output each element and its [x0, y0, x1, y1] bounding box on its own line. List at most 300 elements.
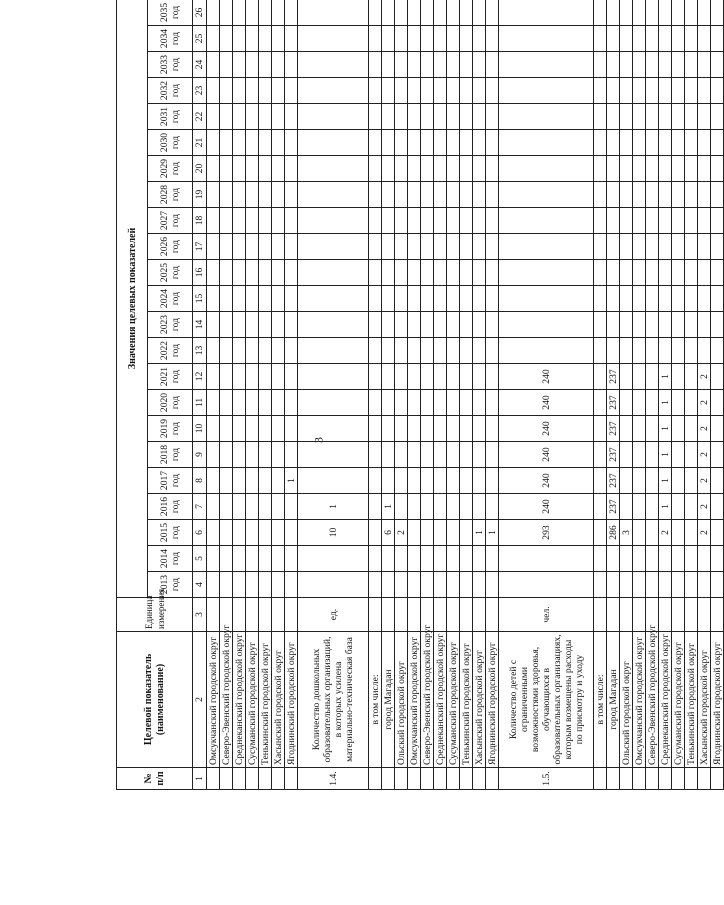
value-cell — [620, 234, 633, 260]
value-cell: 2 — [698, 494, 711, 520]
value-cell — [711, 546, 724, 572]
value-cell — [711, 208, 724, 234]
indicator-name: город Магадан — [607, 632, 620, 768]
value-cell — [646, 156, 659, 182]
unit-cell — [473, 598, 486, 632]
value-cell — [408, 156, 421, 182]
value-cell — [447, 468, 460, 494]
value-cell — [233, 468, 246, 494]
value-cell — [207, 52, 220, 78]
value-cell — [246, 364, 259, 390]
value-cell — [594, 78, 607, 104]
value-cell — [594, 0, 607, 26]
value-cell — [395, 130, 408, 156]
value-cell — [395, 286, 408, 312]
value-cell — [486, 364, 499, 390]
value-cell — [698, 338, 711, 364]
value-cell — [246, 468, 259, 494]
value-cell — [685, 0, 698, 26]
value-cell — [698, 0, 711, 26]
header-column-number: 10 — [193, 416, 207, 442]
header-year: 2028 год — [148, 182, 193, 208]
value-cell — [246, 520, 259, 546]
value-cell — [659, 0, 672, 26]
table-row — [646, 0, 659, 790]
header-column-number: 3 — [193, 598, 207, 632]
value-cell — [594, 104, 607, 130]
value-cell — [272, 182, 285, 208]
indicator-name: Среднеканский городской округ — [434, 632, 447, 768]
header-year: 2020 год — [148, 390, 193, 416]
value-cell — [594, 364, 607, 390]
value-cell — [711, 416, 724, 442]
value-cell — [259, 104, 272, 130]
value-cell — [594, 260, 607, 286]
value-cell — [672, 52, 685, 78]
value-cell: 1 — [659, 442, 672, 468]
header-column-number: 11 — [193, 390, 207, 416]
value-cell — [607, 52, 620, 78]
value-cell — [659, 104, 672, 130]
value-cell — [259, 286, 272, 312]
value-cell — [685, 52, 698, 78]
value-cell — [434, 312, 447, 338]
value-cell — [233, 312, 246, 338]
value-cell — [434, 208, 447, 234]
value-cell — [460, 546, 473, 572]
value-cell — [298, 546, 369, 572]
value-cell — [207, 104, 220, 130]
value-cell — [594, 26, 607, 52]
value-cell — [499, 104, 594, 130]
value-cell — [233, 260, 246, 286]
value-cell — [633, 52, 646, 78]
indicator-name: Ольский городской округ — [620, 632, 633, 768]
value-cell — [285, 52, 298, 78]
row-number — [272, 768, 285, 790]
value-cell — [272, 234, 285, 260]
value-cell — [408, 104, 421, 130]
value-cell — [486, 182, 499, 208]
value-cell: 2 — [698, 442, 711, 468]
value-cell — [259, 442, 272, 468]
value-cell — [473, 78, 486, 104]
value-cell: 240 — [499, 442, 594, 468]
value-cell — [620, 78, 633, 104]
value-cell — [207, 0, 220, 26]
value-cell: 1 — [659, 416, 672, 442]
value-cell — [659, 572, 672, 598]
row-number: 1.4. — [298, 768, 369, 790]
value-cell — [659, 130, 672, 156]
value-cell — [233, 442, 246, 468]
value-cell — [369, 26, 382, 52]
value-cell — [408, 546, 421, 572]
indicator-name: в том числе: — [594, 632, 607, 768]
unit-cell — [711, 598, 724, 632]
value-cell — [395, 338, 408, 364]
header-column-number: 2 — [193, 632, 207, 768]
value-cell — [421, 364, 434, 390]
value-cell — [285, 286, 298, 312]
value-cell — [594, 338, 607, 364]
value-cell — [473, 312, 486, 338]
value-cell — [486, 130, 499, 156]
value-cell — [233, 234, 246, 260]
table-row — [220, 0, 233, 790]
value-cell — [711, 520, 724, 546]
value-cell — [298, 312, 369, 338]
header-year: 2029 год — [148, 156, 193, 182]
value-cell — [633, 312, 646, 338]
value-cell — [421, 468, 434, 494]
rotated-table-wrapper — [116, 0, 723, 790]
table-row — [382, 0, 395, 790]
value-cell — [207, 572, 220, 598]
value-cell — [607, 104, 620, 130]
value-cell — [220, 312, 233, 338]
value-cell: 237 — [607, 494, 620, 520]
value-cell — [408, 182, 421, 208]
value-cell — [259, 260, 272, 286]
indicator-name: Хасынский городской округ — [473, 632, 486, 768]
value-cell — [246, 416, 259, 442]
value-cell — [698, 130, 711, 156]
value-cell: 1 — [659, 468, 672, 494]
value-cell — [698, 312, 711, 338]
header-column-number: 24 — [193, 52, 207, 78]
value-cell — [272, 260, 285, 286]
value-cell — [382, 104, 395, 130]
header-column-number: 15 — [193, 286, 207, 312]
value-cell — [207, 208, 220, 234]
value-cell — [672, 546, 685, 572]
value-cell: 2 — [395, 520, 408, 546]
value-cell — [698, 156, 711, 182]
value-cell — [220, 208, 233, 234]
value-cell — [298, 468, 369, 494]
value-cell — [486, 468, 499, 494]
value-cell — [672, 468, 685, 494]
value-cell — [285, 442, 298, 468]
table-row — [447, 0, 460, 790]
value-cell — [207, 234, 220, 260]
value-cell — [220, 0, 233, 26]
value-cell — [272, 338, 285, 364]
value-cell — [207, 416, 220, 442]
value-cell — [633, 546, 646, 572]
value-cell — [499, 130, 594, 156]
value-cell — [685, 442, 698, 468]
value-cell — [246, 312, 259, 338]
value-cell — [633, 130, 646, 156]
value-cell — [259, 182, 272, 208]
header-column-number: 23 — [193, 78, 207, 104]
table-body — [207, 0, 724, 790]
value-cell — [272, 52, 285, 78]
value-cell — [285, 234, 298, 260]
value-cell — [620, 104, 633, 130]
value-cell — [646, 260, 659, 286]
value-cell — [447, 520, 460, 546]
value-cell — [646, 546, 659, 572]
value-cell — [233, 78, 246, 104]
value-cell — [369, 286, 382, 312]
value-cell — [447, 338, 460, 364]
value-cell — [421, 52, 434, 78]
value-cell — [607, 546, 620, 572]
value-cell — [473, 442, 486, 468]
value-cell — [246, 182, 259, 208]
value-cell — [408, 208, 421, 234]
value-cell — [207, 364, 220, 390]
value-cell — [594, 546, 607, 572]
unit-cell — [594, 598, 607, 632]
value-cell — [285, 0, 298, 26]
value-cell — [272, 364, 285, 390]
header-unit: Единица измерения — [117, 598, 193, 632]
value-cell — [646, 442, 659, 468]
value-cell — [486, 546, 499, 572]
value-cell — [447, 572, 460, 598]
value-cell — [685, 104, 698, 130]
value-cell — [460, 260, 473, 286]
value-cell — [711, 338, 724, 364]
value-cell — [620, 442, 633, 468]
header-column-number: 6 — [193, 520, 207, 546]
value-cell — [447, 312, 460, 338]
indicator-name: Сусуманский городской округ — [672, 632, 685, 768]
row-number — [285, 768, 298, 790]
value-cell — [594, 494, 607, 520]
value-cell — [486, 416, 499, 442]
value-cell — [207, 312, 220, 338]
value-cell — [259, 468, 272, 494]
header-year: 2023 год — [148, 312, 193, 338]
value-cell — [486, 208, 499, 234]
value-cell — [672, 78, 685, 104]
value-cell — [698, 104, 711, 130]
value-cell — [685, 338, 698, 364]
value-cell — [395, 546, 408, 572]
value-cell — [421, 494, 434, 520]
unit-cell — [659, 598, 672, 632]
header-year: 2016 год — [148, 494, 193, 520]
value-cell — [285, 26, 298, 52]
value-cell — [499, 26, 594, 52]
value-cell — [473, 364, 486, 390]
header-column-number: 16 — [193, 260, 207, 286]
value-cell — [369, 156, 382, 182]
value-cell — [499, 338, 594, 364]
value-cell — [447, 546, 460, 572]
header-row-groups — [117, 0, 148, 790]
value-cell — [486, 390, 499, 416]
value-cell — [285, 130, 298, 156]
unit-cell — [633, 598, 646, 632]
value-cell — [685, 26, 698, 52]
value-cell — [460, 234, 473, 260]
value-cell — [246, 442, 259, 468]
value-cell — [460, 208, 473, 234]
value-cell — [207, 390, 220, 416]
value-cell — [672, 104, 685, 130]
row-number — [685, 768, 698, 790]
value-cell — [369, 234, 382, 260]
value-cell — [369, 0, 382, 26]
value-cell — [659, 182, 672, 208]
value-cell — [408, 52, 421, 78]
indicator-name: Количество дошкольных образовательных организаций, в которых усилена материально-техническая база — [298, 632, 369, 768]
header-column-number: 8 — [193, 468, 207, 494]
value-cell — [285, 260, 298, 286]
value-cell — [298, 26, 369, 52]
value-cell — [421, 390, 434, 416]
value-cell — [460, 494, 473, 520]
value-cell — [408, 234, 421, 260]
value-cell — [607, 260, 620, 286]
unit-cell: ед. — [298, 598, 369, 632]
value-cell — [646, 52, 659, 78]
value-cell — [460, 52, 473, 78]
value-cell — [698, 182, 711, 208]
value-cell — [486, 442, 499, 468]
value-cell: 2 — [659, 520, 672, 546]
value-cell — [421, 130, 434, 156]
value-cell — [633, 286, 646, 312]
value-cell — [233, 26, 246, 52]
value-cell — [382, 286, 395, 312]
value-cell — [369, 494, 382, 520]
value-cell — [434, 286, 447, 312]
row-number — [672, 768, 685, 790]
value-cell: 240 — [499, 390, 594, 416]
value-cell — [285, 78, 298, 104]
value-cell — [285, 546, 298, 572]
header-column-number: 22 — [193, 104, 207, 130]
value-cell: 2 — [698, 468, 711, 494]
value-cell — [633, 208, 646, 234]
value-cell — [607, 286, 620, 312]
value-cell — [408, 416, 421, 442]
value-cell — [408, 26, 421, 52]
value-cell — [594, 130, 607, 156]
value-cell — [408, 572, 421, 598]
header-indicator: Целевой показатель (наименование) — [117, 632, 193, 768]
value-cell: 240 — [499, 416, 594, 442]
header-values-group: Значения целевых показателей — [117, 0, 148, 598]
indicator-name: Ягоднинский городской округ — [711, 632, 724, 768]
value-cell — [382, 234, 395, 260]
value-cell — [382, 390, 395, 416]
value-cell — [620, 260, 633, 286]
header-year: 2030 год — [148, 130, 193, 156]
value-cell — [646, 494, 659, 520]
value-cell — [285, 208, 298, 234]
value-cell — [382, 416, 395, 442]
value-cell — [408, 494, 421, 520]
value-cell — [672, 416, 685, 442]
value-cell — [233, 390, 246, 416]
value-cell — [434, 416, 447, 442]
value-cell — [685, 468, 698, 494]
value-cell — [499, 312, 594, 338]
value-cell — [434, 390, 447, 416]
value-cell — [246, 78, 259, 104]
unit-cell — [285, 598, 298, 632]
value-cell — [434, 0, 447, 26]
value-cell — [272, 104, 285, 130]
indicator-name: Северо-Эвенский городской округ — [421, 632, 434, 768]
value-cell — [620, 416, 633, 442]
value-cell — [447, 494, 460, 520]
header-column-number: 4 — [193, 572, 207, 598]
value-cell — [473, 468, 486, 494]
header-year: 2035 год — [148, 0, 193, 26]
indicator-name: Сусуманский городской округ — [246, 632, 259, 768]
value-cell — [447, 442, 460, 468]
value-cell — [473, 234, 486, 260]
value-cell — [685, 156, 698, 182]
value-cell — [285, 182, 298, 208]
value-cell — [486, 234, 499, 260]
header-column-number: 18 — [193, 208, 207, 234]
value-cell — [220, 338, 233, 364]
value-cell: 1 — [298, 494, 369, 520]
row-number — [659, 768, 672, 790]
row-number — [395, 768, 408, 790]
value-cell — [711, 312, 724, 338]
value-cell — [499, 260, 594, 286]
table-row — [395, 0, 408, 790]
value-cell — [685, 286, 698, 312]
value-cell — [298, 338, 369, 364]
value-cell: 1 — [473, 520, 486, 546]
value-cell — [646, 104, 659, 130]
value-cell — [272, 468, 285, 494]
value-cell — [685, 312, 698, 338]
value-cell — [369, 442, 382, 468]
header-year: 2025 год — [148, 260, 193, 286]
value-cell — [473, 494, 486, 520]
value-cell — [421, 286, 434, 312]
value-cell — [285, 572, 298, 598]
row-number — [259, 768, 272, 790]
table-row — [711, 0, 724, 790]
value-cell — [259, 416, 272, 442]
value-cell — [246, 494, 259, 520]
value-cell — [369, 208, 382, 234]
value-cell — [395, 208, 408, 234]
value-cell — [369, 182, 382, 208]
value-cell — [395, 0, 408, 26]
value-cell — [369, 390, 382, 416]
value-cell — [246, 156, 259, 182]
value-cell — [594, 286, 607, 312]
value-cell — [672, 338, 685, 364]
value-cell — [298, 260, 369, 286]
value-cell — [434, 52, 447, 78]
value-cell — [434, 468, 447, 494]
value-cell — [285, 390, 298, 416]
header-row-column-numbers — [193, 0, 207, 790]
value-cell — [499, 182, 594, 208]
value-cell — [620, 208, 633, 234]
value-cell — [369, 546, 382, 572]
value-cell — [685, 572, 698, 598]
value-cell — [246, 104, 259, 130]
value-cell — [421, 182, 434, 208]
